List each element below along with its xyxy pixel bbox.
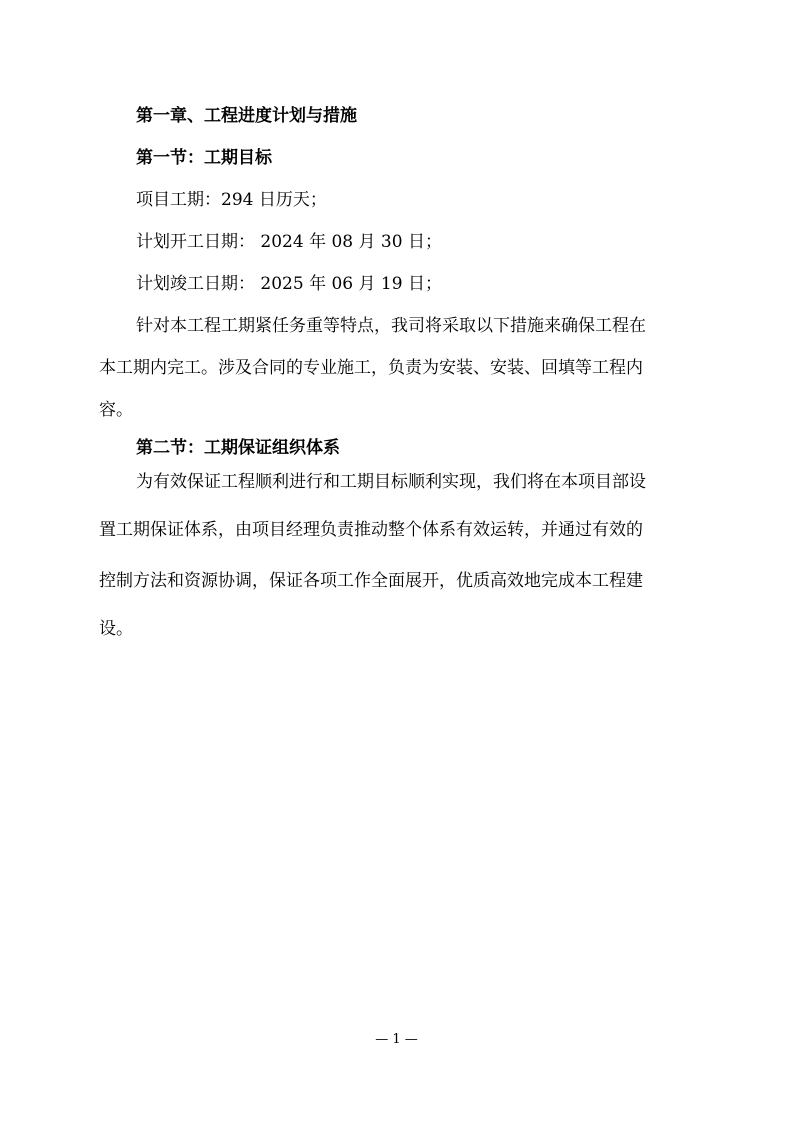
section2-paragraph-line-3: 控制方法和资源协调，保证各项工作全面展开，优质高效地完成本工程建 bbox=[99, 571, 643, 591]
section2-paragraph-line-4: 设。 bbox=[99, 619, 133, 639]
section2-title: 第二节：工期保证组织体系 bbox=[136, 438, 340, 458]
section2-paragraph-line-2: 置工期保证体系，由项目经理负责推动整个体系有效运转，并通过有效的 bbox=[99, 520, 643, 540]
section2-paragraph-line-1: 为有效保证工程顺利进行和工期目标顺利实现，我们将在本项目部设 bbox=[136, 472, 646, 492]
section1-paragraph-line-1: 针对本工程工期紧任务重等特点，我司将采取以下措施来确保工程在 bbox=[136, 316, 646, 336]
section1-title: 第一节：工期目标 bbox=[136, 148, 272, 168]
section1-paragraph-line-2: 本工期内完工。涉及合同的专业施工，负责为安装、安装、回填等工程内 bbox=[99, 358, 643, 378]
project-duration: 项目工期：294 日历天； bbox=[136, 190, 327, 210]
planned-end-date: 计划竣工日期： 2025 年 06 月 19 日； bbox=[136, 274, 442, 294]
page-number: — 1 — bbox=[375, 1032, 418, 1047]
section1-paragraph-line-3: 容。 bbox=[99, 400, 133, 420]
planned-start-date: 计划开工日期： 2024 年 08 月 30 日； bbox=[136, 232, 442, 252]
chapter-title: 第一章、工程进度计划与措施 bbox=[136, 106, 357, 126]
